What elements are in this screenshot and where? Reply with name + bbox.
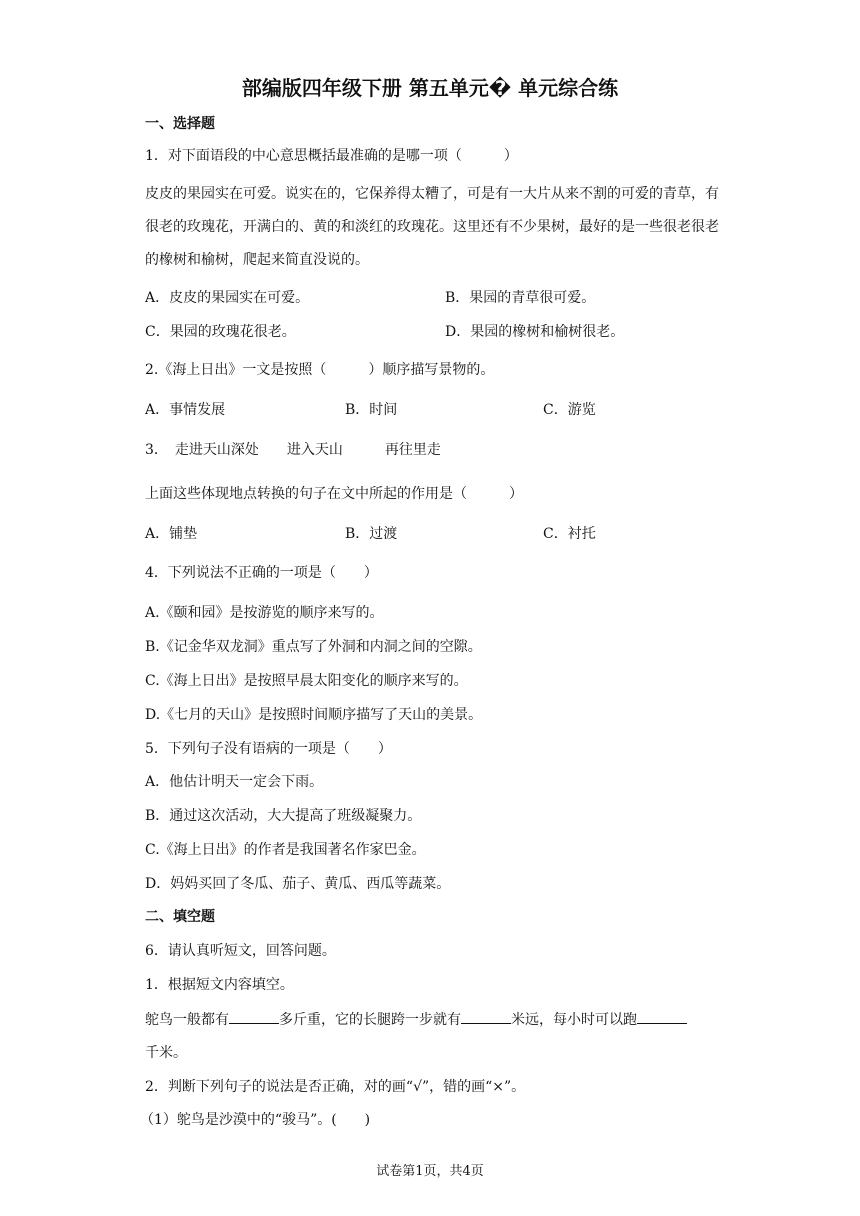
- fill-text-1: 鸵鸟一般都有: [145, 1012, 229, 1028]
- fill-text-3: 米远，每小时可以跑: [511, 1012, 637, 1028]
- question-3-option-c: C．衬托: [543, 526, 596, 542]
- question-4-option-d: D.《七月的天山》是按照时间顺序描写了天山的美景。: [145, 707, 483, 723]
- question-3-phrases: 3． 走进天山深处 进入天山 再往里走: [145, 442, 441, 458]
- question-1-option-b: B．果园的青草很可爱。: [445, 290, 596, 306]
- section-heading-choice: 一、选择题: [145, 116, 215, 132]
- question-1-passage: 皮皮的果园实在可爱。说实在的，它保养得太糟了，可是有一大片从来不割的可爱的青草，有很老的玫瑰花，开满白的、黄的和淡红的玫瑰花。这里还有不少果树，最好的是一些很老很老的橡树和榆树，爬起来简直没说的。: [145, 186, 719, 268]
- question-3-option-b: B．过渡: [345, 526, 398, 542]
- question-5-option-c: C.《海上日出》的作者是我国著名作家巴金。: [145, 842, 426, 858]
- question-2-option-b: B．时间: [345, 402, 398, 418]
- question-6-fill-line: [145, 1009, 725, 1030]
- question-6-sub-2: 2．判断下列句子的说法是否正确，对的画“√”，错的画“×”。: [145, 1079, 526, 1095]
- question-4-option-a: A.《颐和园》是按游览的顺序来写的。: [145, 605, 384, 621]
- fill-blank-weight[interactable]: [229, 1009, 279, 1024]
- question-1-option-a: A．皮皮的果园实在可爱。: [145, 290, 310, 306]
- question-2-option-a: A．事情发展: [145, 402, 226, 418]
- question-5-option-d: D．妈妈买回了冬瓜、茄子、黄瓜、西瓜等蔬菜。: [145, 876, 451, 892]
- fill-blank-stride[interactable]: [461, 1009, 511, 1024]
- question-1-option-d: D．果园的橡树和榆树很老。: [445, 324, 625, 340]
- question-1-stem: 1．对下面语段的中心意思概括最准确的是哪一项（ ）: [145, 148, 518, 164]
- question-2-option-c: C．游览: [543, 402, 596, 418]
- question-6-stem: 6．请认真听短文，回答问题。: [145, 943, 336, 959]
- question-4-stem: 4．下列说法不正确的一项是（ ）: [145, 565, 378, 581]
- question-5-stem: 5．下列句子没有语病的一项是（ ）: [145, 741, 392, 757]
- question-3-stem: 上面这些体现地点转换的句子在文中所起的作用是（ ）: [145, 486, 523, 502]
- section-heading-fill: 二、填空题: [145, 909, 215, 925]
- fill-blank-speed[interactable]: [637, 1009, 687, 1024]
- question-5-option-a: A．他估计明天一定会下雨。: [145, 774, 324, 790]
- question-3-option-a: A．铺垫: [145, 526, 198, 542]
- question-1-option-c: C．果园的玫瑰花很老。: [145, 324, 296, 340]
- question-6-fill-unit: 千米。: [145, 1045, 187, 1061]
- page-title: 部编版四年级下册 第五单元� 单元综合练: [241, 76, 619, 100]
- question-4-option-c: C.《海上日出》是按照早晨太阳变化的顺序来写的。: [145, 673, 468, 689]
- fill-text-2: 多斤重，它的长腿跨一步就有: [279, 1012, 461, 1028]
- question-4-option-b: B.《记金华双龙洞》重点写了外洞和内洞之间的空隙。: [145, 639, 482, 655]
- page-footer: 试卷第1页，共4页: [376, 1164, 484, 1179]
- question-5-option-b: B．通过这次活动，大大提高了班级凝聚力。: [145, 808, 422, 824]
- question-6-sub-2-item-1: （1）鸵鸟是沙漠中的“骏马”。( ): [140, 1112, 371, 1128]
- question-6-sub-1: 1．根据短文内容填空。: [145, 977, 294, 993]
- question-2-stem: 2.《海上日出》一文是按照（ ）顺序描写景物的。: [145, 362, 495, 378]
